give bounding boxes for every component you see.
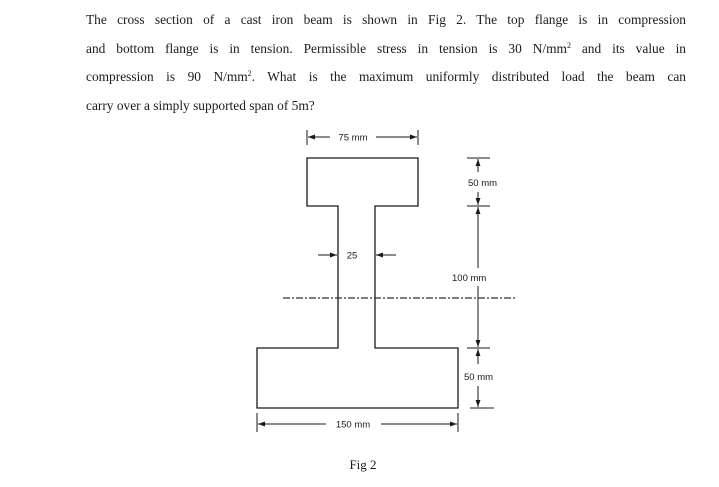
- question-line-2-tail: and its value in: [570, 40, 687, 56]
- question-line-4: carry over a simply supported span of 5m?: [86, 97, 315, 113]
- web-depth-label: 100 mm: [452, 273, 487, 284]
- bottom-flange-depth-label: 50 mm: [464, 372, 494, 383]
- bottom-flange-width-dimension: [257, 413, 458, 432]
- figure-caption: Fig 2: [349, 457, 377, 472]
- web-thickness-dimension: [318, 251, 396, 262]
- top-flange-width-dimension: [307, 130, 418, 145]
- question-line-3-text: compression is 90 N/mm: [86, 69, 248, 84]
- bottom-flange-width-label: 150 mm: [335, 419, 371, 431]
- vertical-dimensions: [452, 158, 497, 408]
- squared-superscript: 2: [247, 69, 252, 78]
- question-line-3-tail: . What is the maximum uniformly distributed load the beam can: [251, 69, 686, 84]
- top-flange-width-label: 75 mm: [338, 132, 368, 144]
- squared-superscript: 2: [566, 40, 571, 50]
- beam-outline: [257, 158, 458, 408]
- top-flange-depth-label: 50 mm: [468, 178, 498, 189]
- web-thickness-label: 25: [346, 250, 358, 262]
- question-line-2-text: and bottom flange is in tension. Permissible stress in tension is 30 N/mm: [86, 40, 567, 56]
- question-line-1: The cross section of a cast iron beam is shown in Fig 2. The top flange is in compression: [86, 12, 686, 27]
